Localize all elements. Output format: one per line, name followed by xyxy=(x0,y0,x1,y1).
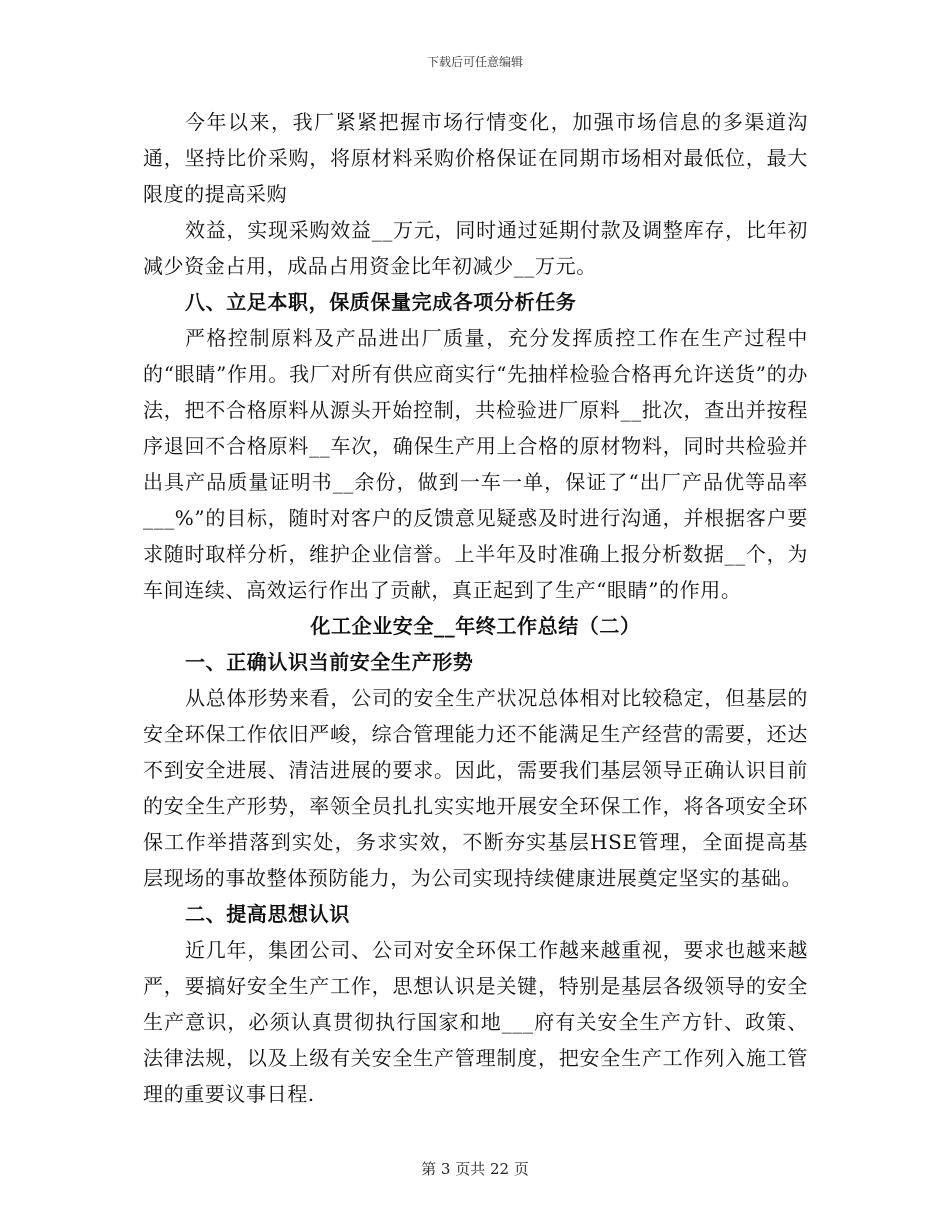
document-title: 化工企业安全__年终工作总结（二） xyxy=(310,614,641,638)
document-body xyxy=(143,104,808,1112)
paragraph: 效益，实现采购效益__万元，同时通过延期付款及调整库存，比年初减少资金占用，成品占用资金比年初减少__万元。 xyxy=(143,218,808,278)
paragraph: 严格控制原料及产品进出厂质量，充分发挥质控工作在生产过程中的“眼睛”作用。我厂对所有供应商实行“先抽样检验合格再允许送货”的办法，把不合格原料从源头开始控制，共检验进厂原料__批次，查出并按程序退回不合格原料__车次，确保生产用上合格的原材物料，同时共检验并出具产品质量证明书__余份，做到一车一单，保证了“出厂产品优等品率___%”的目标，随时对客户的反馈意见疑惑及时进行沟通，并根据客户要求随时取样分析，维护企业信誉。上半年及时准确上报分析数据__个，为车间连续、高效运行作出了贡献，真正起到了生产“眼睛”的作用。 xyxy=(143,326,808,602)
page-header-note: 下载后可任意编辑 xyxy=(426,55,523,69)
section-heading: 八、立足本职，保质保量完成各项分析任务 xyxy=(185,290,577,314)
section-heading: 二、提高思想认识 xyxy=(185,902,350,926)
page-number: 第 3 页共 22 页 xyxy=(421,1160,529,1178)
paragraph: 今年以来，我厂紧紧把握市场行情变化，加强市场信息的多渠道沟通，坚持比价采购，将原材料采购价格保证在同期市场相对最低位，最大限度的提高采购 xyxy=(143,110,808,206)
paragraph: 近几年，集团公司、公司对安全环保工作越来越重视，要求也越来越严，要搞好安全生产工作，思想认识是关键，特别是基层各级领导的安全生产意识，必须认真贯彻执行国家和地___府有关安全生产方针、政策、法律法规，以及上级有关安全生产管理制度，把安全生产工作列入施工管理的重要议事日程. xyxy=(143,938,808,1106)
section-heading: 一、正确认识当前安全生产形势 xyxy=(185,650,474,674)
paragraph: 从总体形势来看，公司的安全生产状况总体相对比较稳定，但基层的安全环保工作依旧严峻，综合管理能力还不能满足生产经营的需要，还达不到安全进展、清洁进展的要求。因此，需要我们基层领导正确认识目前的安全生产形势，率领全员扎扎实实地开展安全环保工作，将各项安全环保工作举措落到实处，务求实效，不断夯实基层HSE管理，全面提高基层现场的事故整体预防能力，为公司实现持续健康进展奠定坚实的基础。 xyxy=(143,686,808,890)
